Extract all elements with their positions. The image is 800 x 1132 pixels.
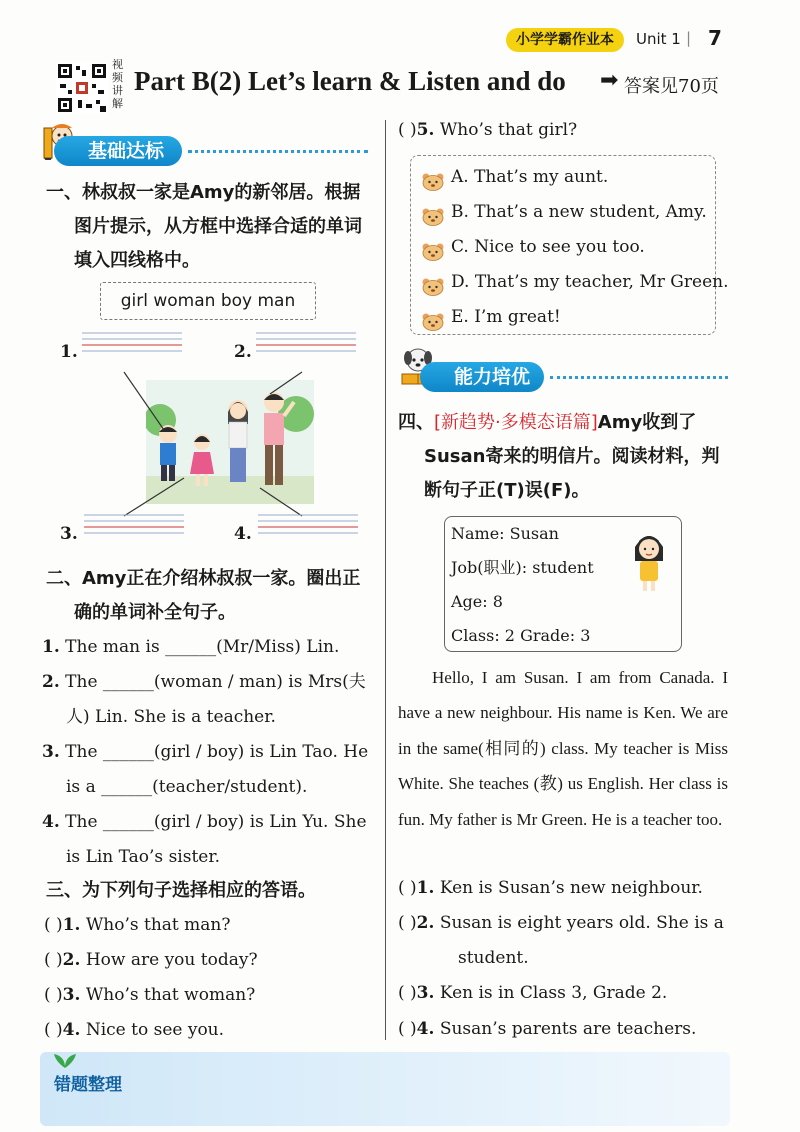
option-text: B. That’s a new student, Amy. — [451, 202, 707, 222]
q4-item — [398, 906, 724, 940]
option-d — [421, 265, 729, 300]
option-c — [421, 230, 645, 265]
option-e — [421, 300, 561, 335]
four-line-grid-1[interactable] — [82, 332, 182, 352]
q1-instruction-line1: 一、林叔叔一家是Amy的新邻居。根据 — [46, 182, 361, 203]
four-line-grid-4[interactable] — [258, 514, 358, 534]
unit-label: Unit 1 — [636, 30, 681, 48]
item-number: 1. — [42, 637, 60, 657]
option-text: C. Nice to see you too. — [451, 237, 645, 257]
q2-item — [42, 630, 339, 664]
item-number: 3. — [42, 742, 60, 762]
blank-label-2: 2. — [234, 342, 252, 362]
q4-prefix: 四、 — [398, 412, 434, 433]
item-number: 3. — [62, 985, 81, 1005]
answer-blank[interactable]: ( ) — [398, 878, 417, 898]
bear-face-icon — [421, 309, 445, 327]
section-divider-dots — [188, 150, 368, 153]
q2-instruction-line2: 确的单词补全句子。 — [74, 602, 236, 623]
options-panel — [410, 155, 729, 335]
item-text[interactable]: The ______(girl / boy) is Lin Tao. He — [65, 742, 369, 762]
four-line-grid-2[interactable] — [256, 332, 356, 352]
four-line-grid-3[interactable] — [84, 514, 184, 534]
blank-label-4: 4. — [234, 524, 252, 544]
lesson-title: Part B(2) Let’s learn & Listen and do — [134, 66, 566, 96]
item-number: 2. — [62, 950, 81, 970]
q2-item — [42, 805, 367, 839]
blank-label-3: 3. — [60, 524, 78, 544]
card-name: Name: Susan — [451, 524, 559, 543]
reading-passage — [398, 660, 728, 837]
answer-blank[interactable]: ( ) — [398, 983, 417, 1003]
answer-blank[interactable]: ( ) — [44, 915, 63, 935]
option-text: E. I’m great! — [451, 307, 561, 327]
item-number: 1. — [416, 878, 435, 898]
answer-blank[interactable]: ( ) — [44, 985, 63, 1005]
q2-instruction-line1: 二、Amy正在介绍林叔叔一家。圈出正 — [46, 568, 361, 589]
q2-item-continuation: 人) Lin. She is a teacher. — [66, 707, 276, 727]
item-text[interactable]: The ______(girl / boy) is Lin Yu. She — [65, 812, 367, 832]
item-number: 4. — [416, 1019, 435, 1039]
option-text: A. That’s my aunt. — [451, 167, 609, 187]
q4-instruction-line1 — [398, 406, 696, 439]
answer-blank[interactable]: ( ) — [398, 120, 417, 140]
item-text[interactable]: The ______(woman / man) is Mrs(夫 — [65, 672, 366, 692]
q1-instruction-line2: 图片提示，从方框中选择合适的单词 — [74, 216, 362, 237]
answer-blank[interactable]: ( ) — [398, 1019, 417, 1039]
q4-line1-rest: Amy收到了 — [597, 412, 697, 433]
q3-item — [398, 113, 577, 147]
q3-item — [44, 978, 255, 1012]
item-text: Who’s that man? — [85, 915, 231, 935]
item-text: Nice to see you. — [85, 1020, 225, 1040]
word-box: girl woman boy man — [100, 282, 316, 320]
section-basic-ribbon: 基础达标 — [54, 136, 182, 166]
footer-band — [40, 1052, 730, 1126]
q3-item — [44, 908, 231, 942]
bear-face-icon — [421, 274, 445, 292]
card-age: Age: 8 — [451, 592, 503, 611]
passage-text: Hello, I am Susan. I am from Canada. I have a new neighbour. His name is Ken. We are in the same(相同的) class. My teacher is Miss White. She teaches (教) us English. Her class is fun. My father is Mr Green. He is a teacher too. — [398, 668, 728, 829]
section-divider-dots — [550, 376, 728, 379]
q1-instruction-line3: 填入四线格中。 — [74, 250, 200, 271]
option-text: D. That’s my teacher, Mr Green. — [451, 272, 729, 292]
bear-face-icon — [421, 169, 445, 187]
postcard-info-card — [444, 516, 682, 652]
page-number: 7 — [708, 26, 722, 50]
q4-item-continuation: student. — [458, 948, 529, 968]
item-number: 3. — [416, 983, 435, 1003]
item-number: 2. — [416, 913, 435, 933]
item-number: 5. — [416, 120, 435, 140]
q2-item-continuation: is Lin Tao’s sister. — [66, 847, 221, 867]
answer-blank[interactable]: ( ) — [44, 1020, 63, 1040]
q3-instruction: 三、为下列句子选择相应的答语。 — [46, 880, 316, 901]
item-number: 2. — [42, 672, 60, 692]
bear-face-icon — [421, 239, 445, 257]
section-advanced-ribbon: 能力培优 — [420, 362, 544, 392]
girl-avatar — [631, 529, 667, 591]
qr-caption: 视频讲解 — [112, 58, 123, 110]
q4-item — [398, 1012, 696, 1046]
qr-code-icon[interactable] — [56, 62, 108, 114]
option-b — [421, 195, 707, 230]
unit-separator: | — [686, 29, 692, 47]
series-tag: 小学学霸作业本 — [506, 28, 624, 52]
q2-item-continuation[interactable]: is a ______(teacher/student). — [66, 777, 308, 797]
card-class: Class: 2 Grade: 3 — [451, 626, 591, 645]
item-number: 1. — [62, 915, 81, 935]
q4-instruction-line3: 断句子正(T)误(F)。 — [424, 480, 590, 501]
item-number: 4. — [42, 812, 60, 832]
q4-item — [398, 871, 703, 905]
answer-blank[interactable]: ( ) — [44, 950, 63, 970]
item-text: Susan’s parents are teachers. — [439, 1019, 697, 1039]
item-text: Ken is in Class 3, Grade 2. — [439, 983, 668, 1003]
arrow-right-icon: ➡ — [600, 68, 619, 93]
pointer-lines — [120, 370, 320, 520]
item-text: Susan is eight years old. She is a — [439, 913, 724, 933]
item-text: Ken is Susan’s new neighbour. — [439, 878, 703, 898]
new-trend-tag: [新趋势·多模态语篇] — [434, 412, 598, 433]
leaf-icon — [52, 1052, 78, 1068]
blank-label-1: 1. — [60, 342, 78, 362]
answer-reference: 答案见70页 — [624, 76, 719, 97]
footer-label: 错题整理 — [54, 1075, 122, 1095]
card-job: Job(职业): student — [451, 558, 594, 577]
option-a — [421, 160, 608, 195]
item-number: 4. — [62, 1020, 81, 1040]
q4-item — [398, 976, 667, 1010]
item-text: Who’s that woman? — [85, 985, 256, 1005]
q3-item — [44, 943, 258, 977]
q2-item — [42, 735, 368, 769]
bear-face-icon — [421, 204, 445, 222]
q4-instruction-line2: Susan寄来的明信片。阅读材料，判 — [424, 446, 720, 467]
column-divider — [385, 120, 386, 1040]
item-text[interactable]: The man is ______(Mr/Miss) Lin. — [65, 637, 340, 657]
item-text: How are you today? — [85, 950, 258, 970]
item-text: Who’s that girl? — [439, 120, 578, 140]
q2-item — [42, 665, 366, 699]
answer-blank[interactable]: ( ) — [398, 913, 417, 933]
q3-item — [44, 1013, 224, 1047]
